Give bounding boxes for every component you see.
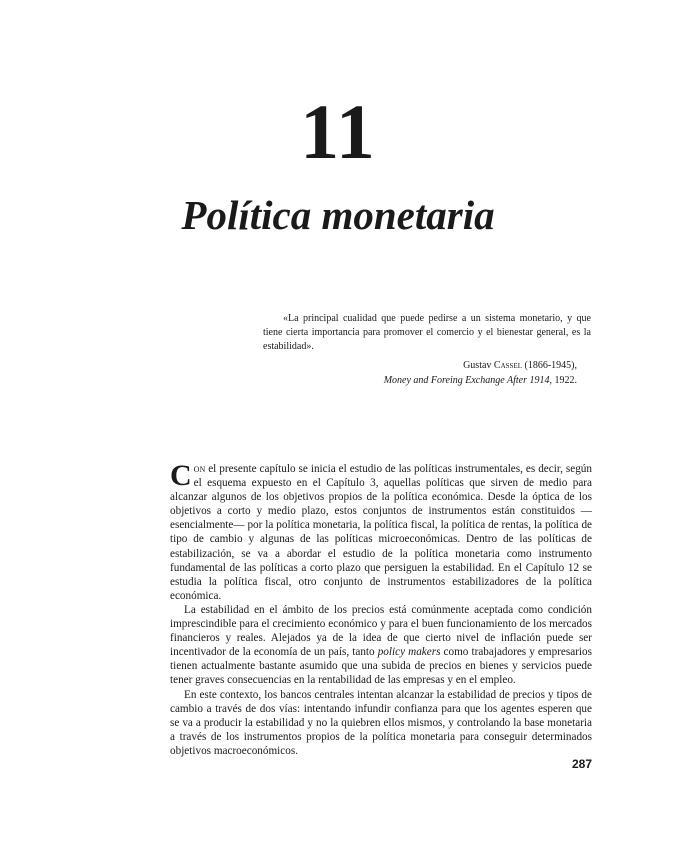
epigraph-work-title: Money and Foreing Exchange After 1914: [383, 375, 550, 386]
paragraph-1: [170, 459, 592, 603]
epigraph-author-years: (1866-1945),: [524, 360, 577, 371]
epigraph-author-first: Gustav: [463, 360, 492, 371]
page-number: 287: [571, 757, 592, 771]
epigraph-work-year: , 1922.: [549, 375, 577, 386]
paragraph-3: En este contexto, los bancos centrales intentan alcanzar la estabilidad de precios y tipos de cambio a través de dos vías: intentando infundir confianza para que los agentes esperen que se va a producir la estabilidad y no la quiebren ellos mismos, y controlando la base monetaria a través de los instrumentos propios de la política monetaria para conseguir determinados objetivos macroeconómicos.: [170, 688, 592, 757]
paragraph-2: [170, 603, 592, 688]
epigraph: [263, 312, 591, 388]
chapter-number: 11: [300, 88, 376, 175]
epigraph-quote: «La principal cualidad que puede pedirse a un sistema monetario, y que tiene cierta importancia para promover el comercio y el bienestar general, es la estabilidad».: [263, 313, 591, 352]
paragraph-2-text-b: como trabajadores y empresarios tienen actualmente bastante asumido que una subida de precios en bienes y servicios puede tener graves consecuencias en la rentabilidad de las empresas y en el empleo.: [170, 646, 592, 687]
epigraph-author-line: [263, 358, 591, 388]
body-text: [170, 459, 592, 758]
first-word-rest: on: [193, 463, 206, 475]
paragraph-2-text-a: La estabilidad en el ámbito de los precios está comúnmente aceptada como condición imprescindible para el crecimiento económico y para el buen funcionamiento de los mercados financieros y reales. Alejados ya de la idea de que cierto nivel de inflación puede ser incentivador de la economía de un país, tanto: [170, 603, 592, 659]
chapter-title: Política monetaria: [181, 192, 495, 238]
paragraph-2-italic: policy makers: [377, 646, 441, 659]
drop-cap: C: [170, 459, 192, 492]
paragraph-1-text: el presente capítulo se inicia el estudio de las políticas instrumentales, es decir, según el esquema expuesto en el Capítulo 3, aquellas políticas que sirven de medio para alcanzar algunos de los objetivos propios de la política económica. Desde la óptica de los objetivos a corto y medio plazo, estos conjuntos de instrumentos están constituidos —esencialmente— por la política monetaria, la política fiscal, la política de rentas, la política de tipo de cambio y algunas de las políticas microeconómicas. Dentro de las políticas de estabilización, se va a abordar el estudio de la política monetaria como instrumento fundamental de las políticas a corto plazo que persiguen la estabilidad. En el Capítulo 12 se estudia la política fiscal, otro conjunto de instrumentos estabilizadores de la política económica.: [170, 463, 592, 602]
epigraph-author-last: Cassel: [493, 360, 522, 371]
